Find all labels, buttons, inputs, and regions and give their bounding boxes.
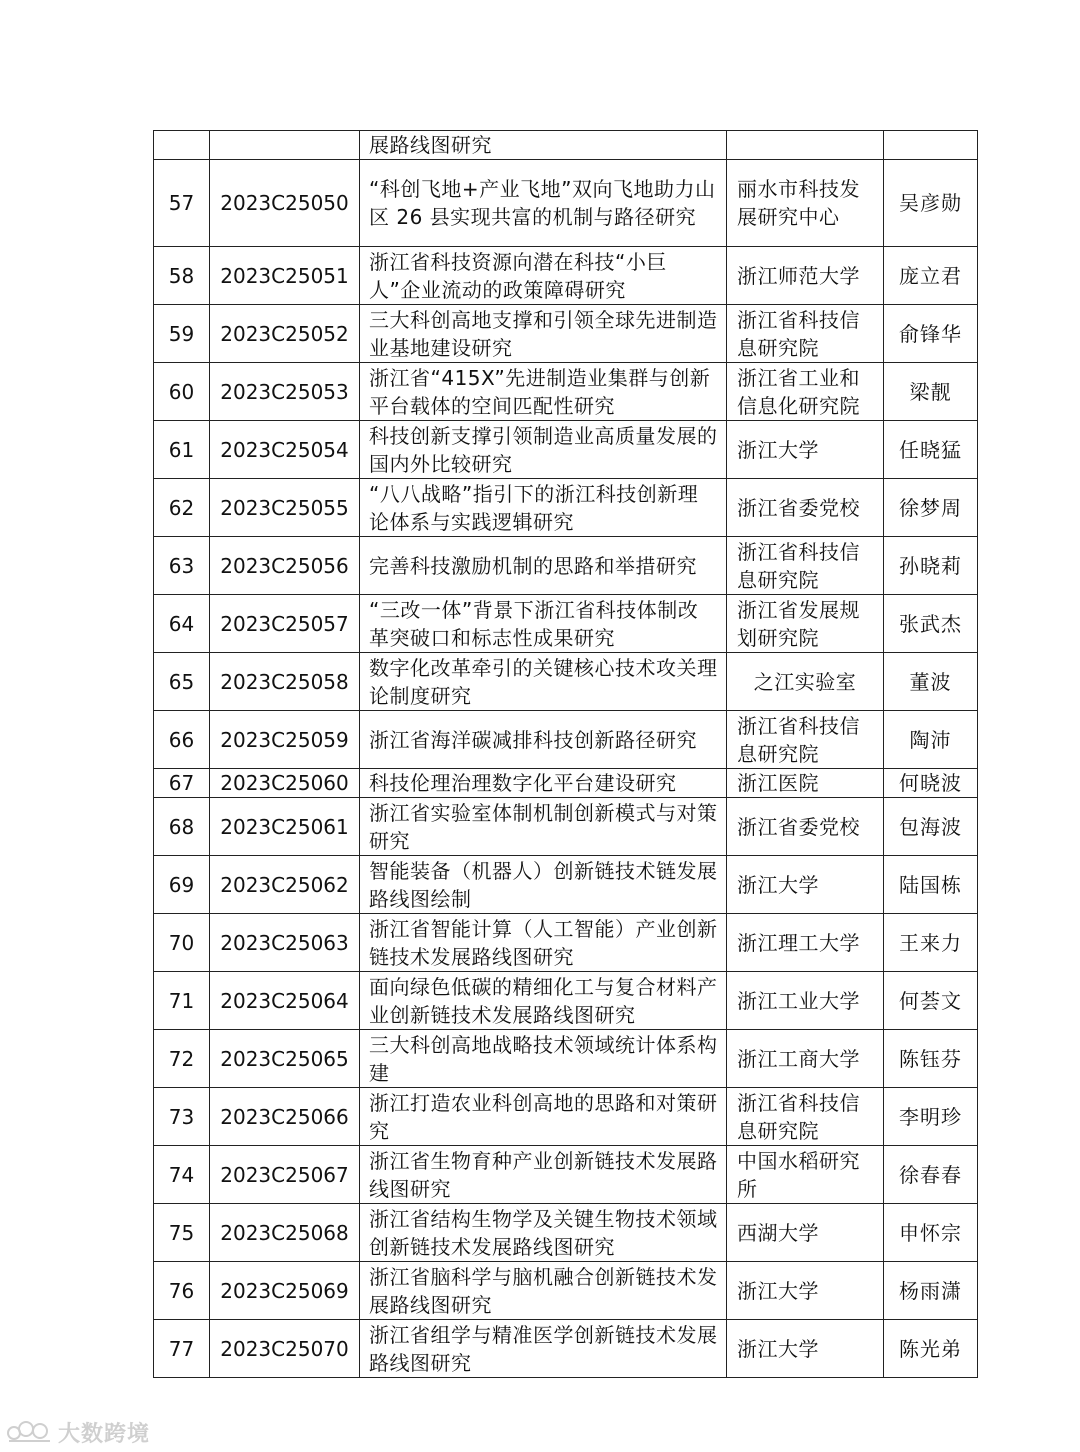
project-leader xyxy=(884,131,978,160)
project-code: 2023C25050 xyxy=(210,160,360,247)
project-title: 智能装备（机器人）创新链技术链发展路线图绘制 xyxy=(360,856,727,914)
project-code: 2023C25070 xyxy=(210,1320,360,1378)
project-code: 2023C25060 xyxy=(210,769,360,798)
project-title: 浙江省科技资源向潜在科技“小巨人”企业流动的政策障碍研究 xyxy=(360,247,727,305)
project-leader: 王来力 xyxy=(884,914,978,972)
project-title: “科创飞地+产业飞地”双向飞地助力山区 26 县实现共富的机制与路径研究 xyxy=(360,160,727,247)
watermark-text: 大数跨境 xyxy=(58,1421,151,1447)
row-number: 74 xyxy=(154,1146,210,1204)
watermark xyxy=(6,1416,150,1448)
project-title: 浙江省脑科学与脑机融合创新链技术发展路线图研究 xyxy=(360,1262,727,1320)
lead-organization: 浙江理工大学 xyxy=(727,914,884,972)
table-body xyxy=(154,131,978,1378)
table-row xyxy=(154,305,978,363)
row-number: 58 xyxy=(154,247,210,305)
project-title: 数字化改革牵引的关键核心技术攻关理论制度研究 xyxy=(360,653,727,711)
row-number: 64 xyxy=(154,595,210,653)
project-code: 2023C25067 xyxy=(210,1146,360,1204)
project-code: 2023C25061 xyxy=(210,798,360,856)
row-number: 71 xyxy=(154,972,210,1030)
project-leader: 徐春春 xyxy=(884,1146,978,1204)
project-code: 2023C25063 xyxy=(210,914,360,972)
project-leader: 任晓猛 xyxy=(884,421,978,479)
lead-organization: 浙江工商大学 xyxy=(727,1030,884,1088)
project-title: “八八战略”指引下的浙江科技创新理论体系与实践逻辑研究 xyxy=(360,479,727,537)
project-title: 三大科创高地支撑和引领全球先进制造业基地建设研究 xyxy=(360,305,727,363)
row-number: 62 xyxy=(154,479,210,537)
table-row xyxy=(154,1146,978,1204)
lead-organization: 浙江大学 xyxy=(727,1262,884,1320)
row-number xyxy=(154,131,210,160)
project-leader: 李明珍 xyxy=(884,1088,978,1146)
project-title: 浙江打造农业科创高地的思路和对策研究 xyxy=(360,1088,727,1146)
project-title: 完善科技激励机制的思路和举措研究 xyxy=(360,537,727,595)
project-leader: 张武杰 xyxy=(884,595,978,653)
project-code: 2023C25068 xyxy=(210,1204,360,1262)
project-title: 展路线图研究 xyxy=(360,131,727,160)
lead-organization: 西湖大学 xyxy=(727,1204,884,1262)
table-row xyxy=(154,160,978,247)
lead-organization: 浙江大学 xyxy=(727,1320,884,1378)
table-row xyxy=(154,769,978,798)
row-number: 63 xyxy=(154,537,210,595)
row-number: 76 xyxy=(154,1262,210,1320)
row-number: 77 xyxy=(154,1320,210,1378)
row-number: 60 xyxy=(154,363,210,421)
lead-organization xyxy=(727,131,884,160)
project-title: 科技伦理治理数字化平台建设研究 xyxy=(360,769,727,798)
project-code xyxy=(210,131,360,160)
table-row xyxy=(154,798,978,856)
lead-organization: 浙江省发展规划研究院 xyxy=(727,595,884,653)
lead-organization: 浙江省工业和信息化研究院 xyxy=(727,363,884,421)
project-title: 浙江省组学与精准医学创新链技术发展路线图研究 xyxy=(360,1320,727,1378)
project-code: 2023C25069 xyxy=(210,1262,360,1320)
project-leader: 杨雨潇 xyxy=(884,1262,978,1320)
project-title: 浙江省实验室体制机制创新模式与对策研究 xyxy=(360,798,727,856)
table-row xyxy=(154,1204,978,1262)
lead-organization: 之江实验室 xyxy=(727,653,884,711)
table-row xyxy=(154,653,978,711)
project-title: 浙江省海洋碳减排科技创新路径研究 xyxy=(360,711,727,769)
table-row xyxy=(154,1088,978,1146)
row-number: 73 xyxy=(154,1088,210,1146)
table-row xyxy=(154,421,978,479)
project-title: 三大科创高地战略技术领域统计体系构建 xyxy=(360,1030,727,1088)
lead-organization: 浙江省科技信息研究院 xyxy=(727,537,884,595)
table-row xyxy=(154,914,978,972)
project-leader: 庞立君 xyxy=(884,247,978,305)
lead-organization: 浙江省科技信息研究院 xyxy=(727,711,884,769)
project-code: 2023C25054 xyxy=(210,421,360,479)
project-code: 2023C25057 xyxy=(210,595,360,653)
project-title: 浙江省智能计算（人工智能）产业创新链技术发展路线图研究 xyxy=(360,914,727,972)
project-code: 2023C25051 xyxy=(210,247,360,305)
lead-organization: 浙江医院 xyxy=(727,769,884,798)
lead-organization: 浙江大学 xyxy=(727,421,884,479)
row-number: 67 xyxy=(154,769,210,798)
project-code: 2023C25064 xyxy=(210,972,360,1030)
row-number: 61 xyxy=(154,421,210,479)
table-row xyxy=(154,131,978,160)
table-row xyxy=(154,972,978,1030)
project-code: 2023C25052 xyxy=(210,305,360,363)
lead-organization: 浙江工业大学 xyxy=(727,972,884,1030)
project-code: 2023C25053 xyxy=(210,363,360,421)
table-row xyxy=(154,1262,978,1320)
project-title: 浙江省“415X”先进制造业集群与创新平台载体的空间匹配性研究 xyxy=(360,363,727,421)
project-code: 2023C25066 xyxy=(210,1088,360,1146)
lead-organization: 浙江省委党校 xyxy=(727,479,884,537)
dashuju-logo-icon xyxy=(6,1417,54,1447)
project-title: 浙江省生物育种产业创新链技术发展路线图研究 xyxy=(360,1146,727,1204)
row-number: 72 xyxy=(154,1030,210,1088)
table-row xyxy=(154,363,978,421)
project-code: 2023C25059 xyxy=(210,711,360,769)
lead-organization: 浙江省委党校 xyxy=(727,798,884,856)
project-leader: 梁靓 xyxy=(884,363,978,421)
project-leader: 包海波 xyxy=(884,798,978,856)
lead-organization: 浙江省科技信息研究院 xyxy=(727,305,884,363)
lead-organization: 浙江大学 xyxy=(727,856,884,914)
project-code: 2023C25056 xyxy=(210,537,360,595)
table-row xyxy=(154,479,978,537)
project-leader: 陆国栋 xyxy=(884,856,978,914)
project-title: 浙江省结构生物学及关键生物技术领域创新链技术发展路线图研究 xyxy=(360,1204,727,1262)
row-number: 59 xyxy=(154,305,210,363)
row-number: 69 xyxy=(154,856,210,914)
project-leader: 陶沛 xyxy=(884,711,978,769)
row-number: 57 xyxy=(154,160,210,247)
lead-organization: 浙江省科技信息研究院 xyxy=(727,1088,884,1146)
row-number: 75 xyxy=(154,1204,210,1262)
project-leader: 孙晓莉 xyxy=(884,537,978,595)
project-title: 科技创新支撑引领制造业高质量发展的国内外比较研究 xyxy=(360,421,727,479)
table-row xyxy=(154,711,978,769)
project-leader: 何晓波 xyxy=(884,769,978,798)
project-leader: 陈钰芬 xyxy=(884,1030,978,1088)
table-row xyxy=(154,1320,978,1378)
table-row xyxy=(154,247,978,305)
row-number: 68 xyxy=(154,798,210,856)
table-row xyxy=(154,1030,978,1088)
project-title: “三改一体”背景下浙江省科技体制改革突破口和标志性成果研究 xyxy=(360,595,727,653)
table-row xyxy=(154,537,978,595)
project-list-table xyxy=(153,130,978,1378)
row-number: 65 xyxy=(154,653,210,711)
lead-organization: 浙江师范大学 xyxy=(727,247,884,305)
row-number: 66 xyxy=(154,711,210,769)
project-code: 2023C25062 xyxy=(210,856,360,914)
project-title: 面向绿色低碳的精细化工与复合材料产业创新链技术发展路线图研究 xyxy=(360,972,727,1030)
project-code: 2023C25058 xyxy=(210,653,360,711)
project-leader: 俞锋华 xyxy=(884,305,978,363)
lead-organization: 丽水市科技发展研究中心 xyxy=(727,160,884,247)
lead-organization: 中国水稻研究所 xyxy=(727,1146,884,1204)
row-number: 70 xyxy=(154,914,210,972)
project-leader: 申怀宗 xyxy=(884,1204,978,1262)
project-leader: 徐梦周 xyxy=(884,479,978,537)
project-leader: 陈光弟 xyxy=(884,1320,978,1378)
table-row xyxy=(154,595,978,653)
table-row xyxy=(154,856,978,914)
project-code: 2023C25055 xyxy=(210,479,360,537)
project-code: 2023C25065 xyxy=(210,1030,360,1088)
project-leader: 吴彦勋 xyxy=(884,160,978,247)
project-leader: 何荟文 xyxy=(884,972,978,1030)
project-leader: 董波 xyxy=(884,653,978,711)
